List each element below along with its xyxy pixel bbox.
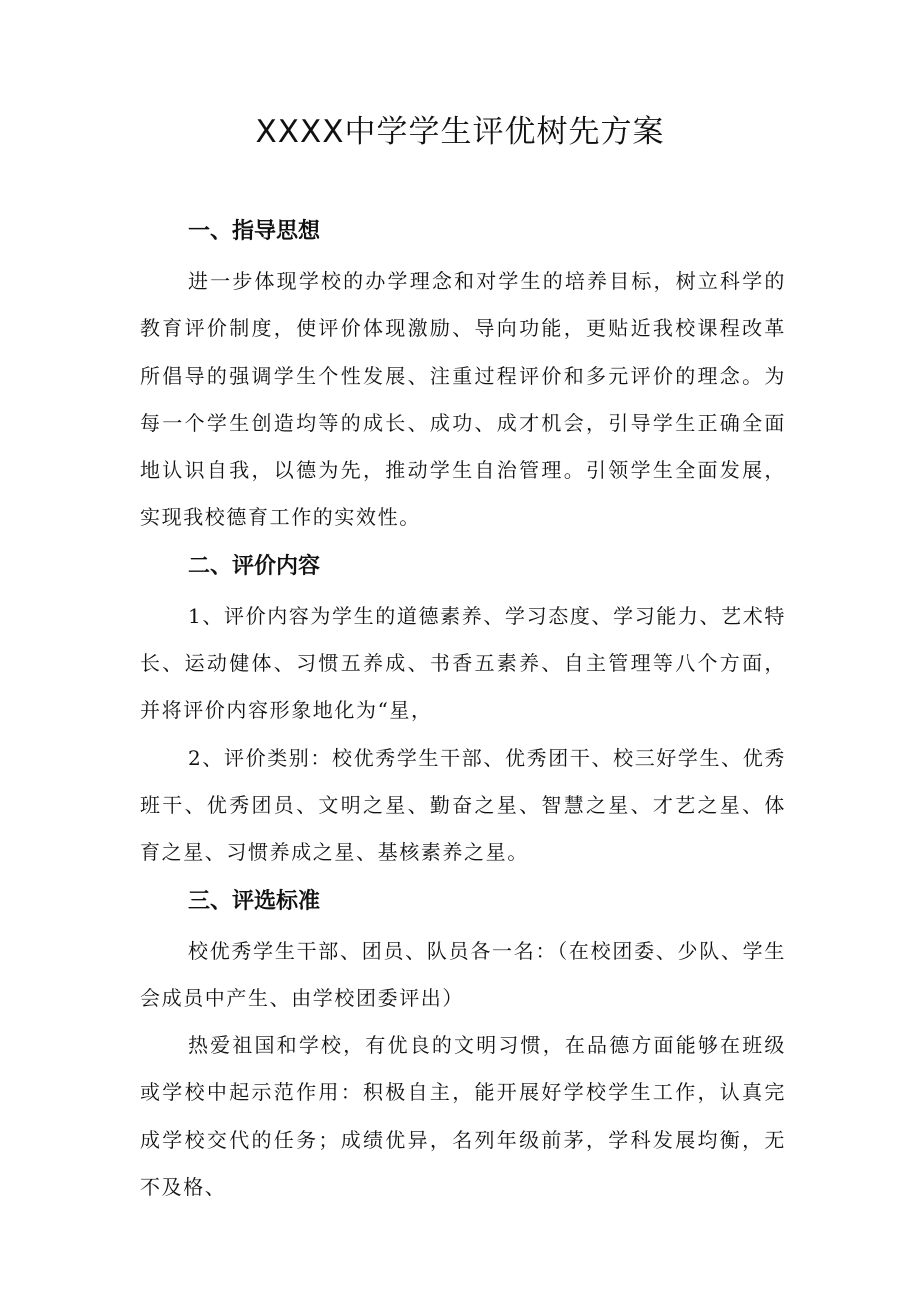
paragraph: 热爱祖国和学校，有优良的文明习惯，在品德方面能够在班级或学校中起示范作用：积极自主，能开展好学校学生工作，认真完成学校交代的任务；成绩优异，名列年级前茅，学科发展均衡，无不及格、 <box>140 1033 786 1200</box>
document-body <box>140 208 786 1211</box>
document-title: XXXX中学学生评优树先方案 <box>255 114 665 150</box>
section-heading-selection-criteria: 三、评选标准 <box>188 888 321 914</box>
section-heading-guiding-thought: 一、指导思想 <box>188 219 321 244</box>
paragraph: 校优秀学生干部、团员、队员各一名：（在校团委、少队、学生会成员中产生、由学校团委评出） <box>140 938 786 1010</box>
paragraph: 进一步体现学校的办学理念和对学生的培养目标，树立科学的教育评价制度，使评价体现激励、导向功能，更贴近我校课程改革所倡导的强调学生个性发展、注重过程评价和多元评价的理念。为每一个学生创造均等的成长、成功、成才机会，引导学生正确全面地认识自我，以德为先，推动学生自治管理。引领学生全面发展，实现我校德育工作的实效性。 <box>140 269 786 530</box>
paragraph: 2、评价类别：校优秀学生干部、优秀团干、校三好学生、优秀班干、优秀团员、文明之星、勤奋之星、智慧之星、才艺之星、体育之星、习惯养成之星、基核素养之星。 <box>140 745 786 865</box>
section-heading-evaluation-content: 二、评价内容 <box>188 553 321 579</box>
paragraph: 1、评价内容为学生的道德素养、学习态度、学习能力、艺术特长、运动健体、习惯五养成、书香五素养、自主管理等八个方面，并将评价内容形象地化为“星， <box>140 603 786 723</box>
